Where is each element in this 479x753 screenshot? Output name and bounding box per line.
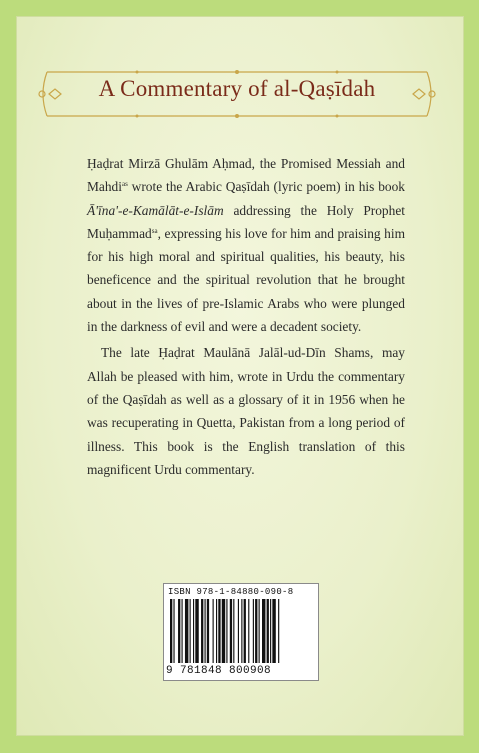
barcode-number: 9 781848 800908 — [166, 665, 272, 677]
paragraph-2: The late Ḥaḍrat Maulānā Jalāl-ud-Dīn Shams, may Allah be pleased with him, wrote in Urdu the commentary of the Qaṣīdah as well as a glossary of it in 1956 when he was recuperating in Quetta, Pakistan from a long period of illness. This book is the English translation of this magnificent Urdu commentary. — [87, 345, 405, 477]
p1-book-title: Ā'īna'-e-Kamālāt-e-Islām — [87, 202, 224, 218]
p1-lead-honorific: as — [121, 180, 128, 189]
isbn-label: ISBN 978-1-84880-090-8 — [168, 587, 294, 597]
description-text — [87, 152, 405, 481]
barcode-bars-icon — [170, 599, 312, 663]
p1-after-honorific: sa — [151, 226, 158, 235]
p1-after-book: addressing the Holy Prophet Muḥammad — [87, 202, 405, 241]
p1-mid: wrote the Arabic Qaṣīdah (lyric poem) in his book — [127, 179, 405, 195]
p1-rest: , expressing his love for him and praising him for his high moral and spiritual qualities, his beauty, his beneficence and the spiritual revolution that he brought about in the lives of pre-Islamic Arabs who were plunged in the darkness of evil and were a decadent society. — [87, 225, 405, 335]
paragraph-1 — [87, 152, 405, 338]
title-ornament-frame — [37, 68, 437, 120]
isbn-barcode — [163, 583, 319, 681]
book-title: A Commentary of al-Qaṣīdah — [98, 76, 376, 101]
p1-lead: Ḥaḍrat Mirzā Ghulām Aḥmad, the Promised Messiah and Mahdi — [87, 156, 405, 195]
